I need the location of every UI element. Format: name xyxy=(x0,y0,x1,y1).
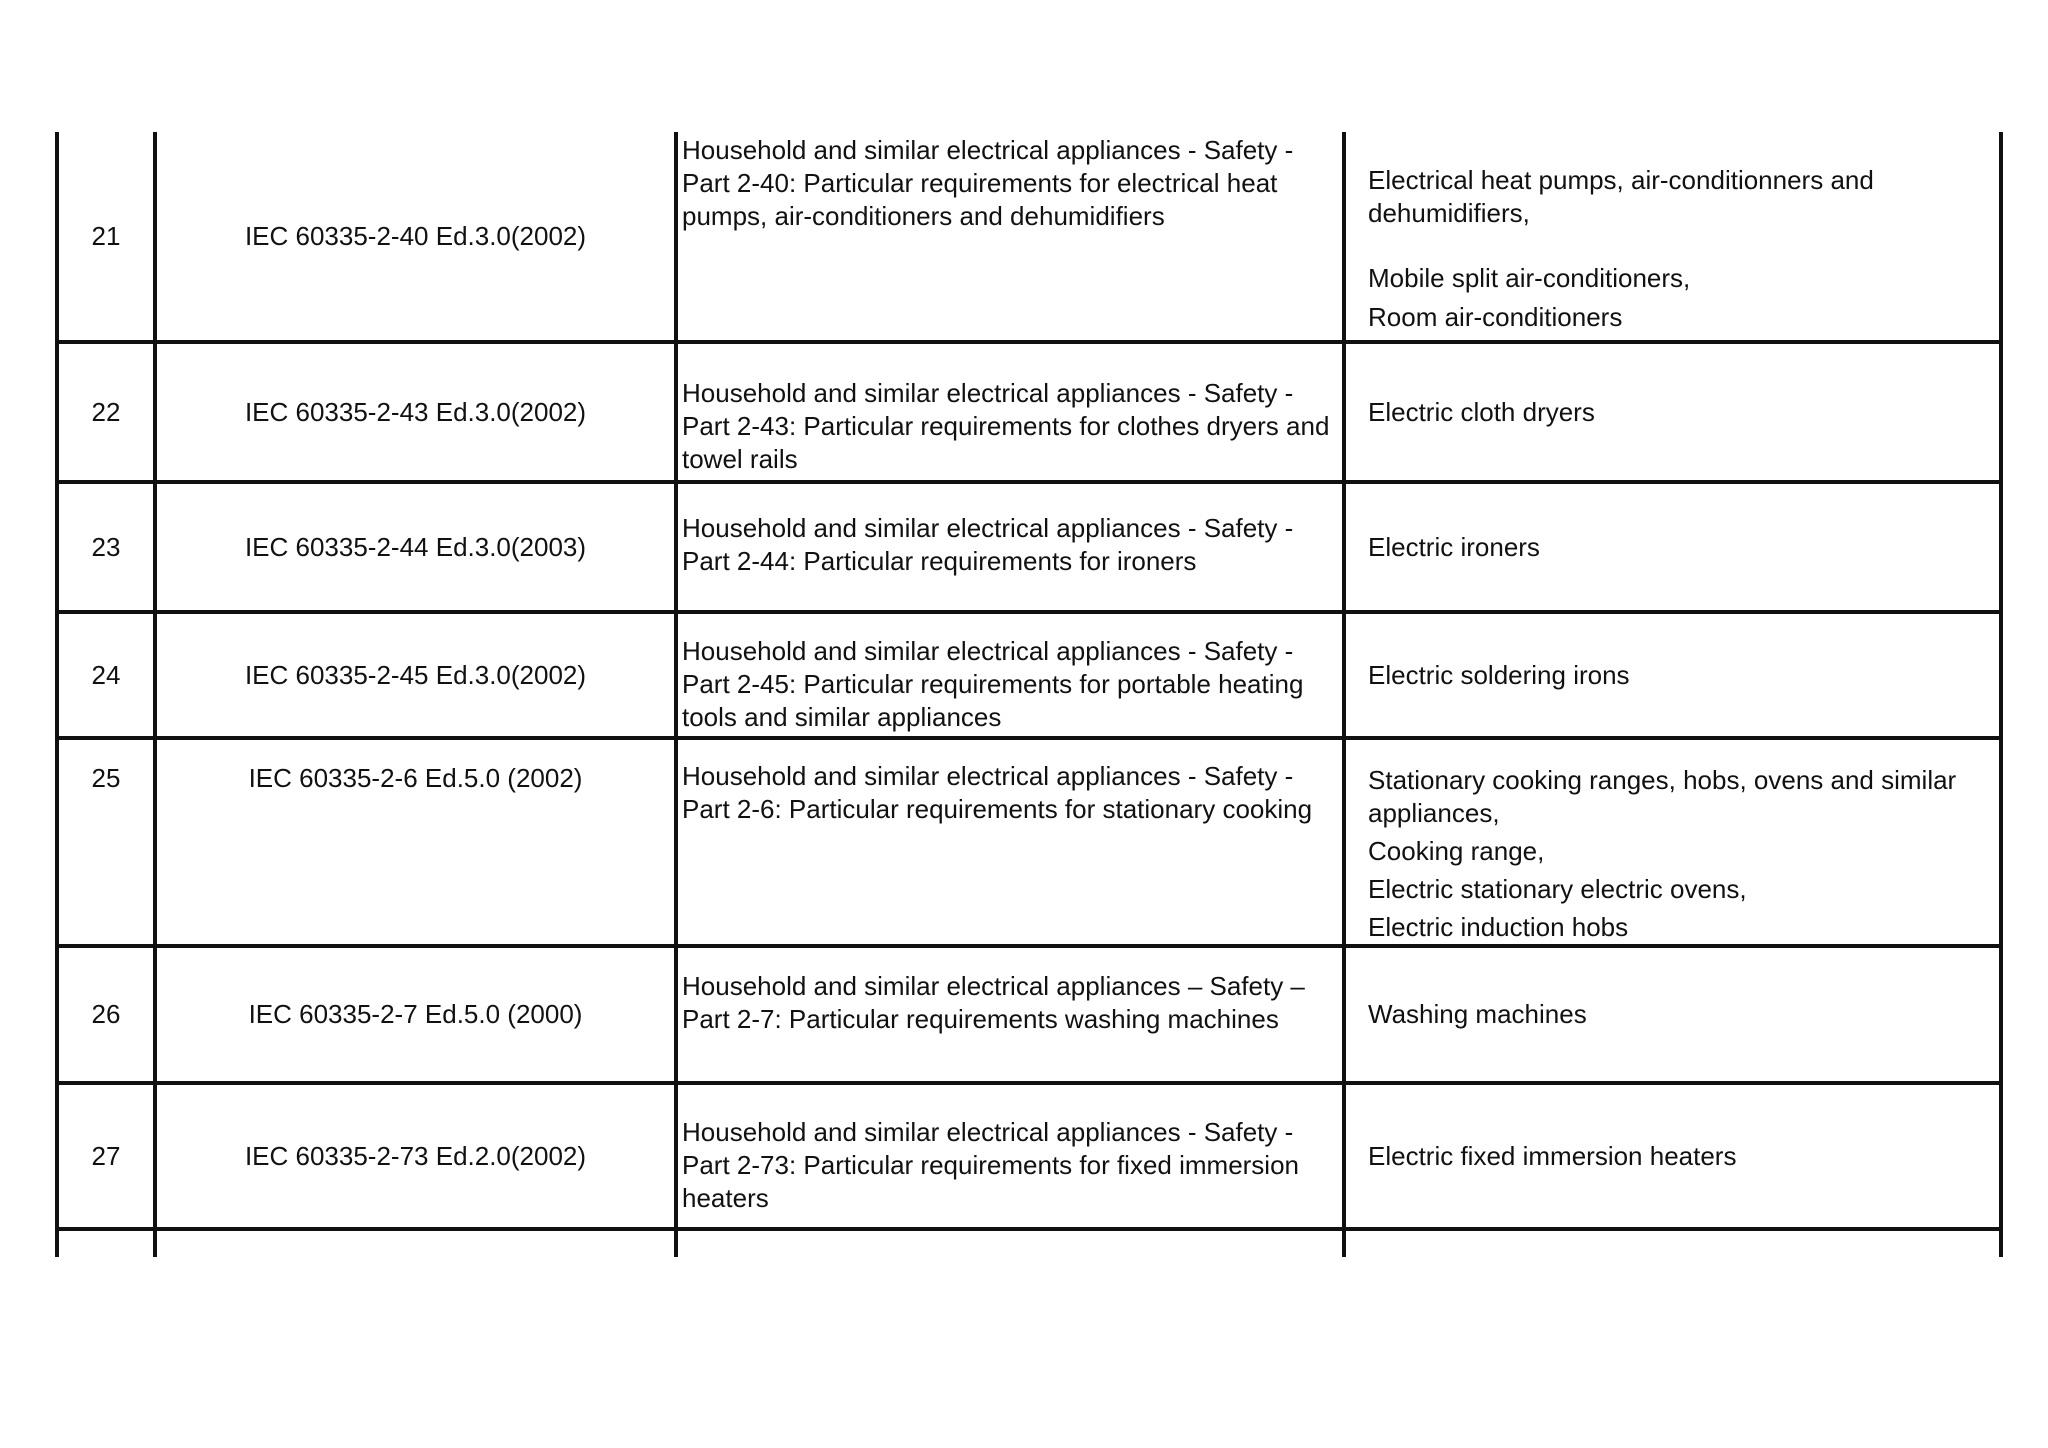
standard-title-text: Household and similar electrical appliances - Safety - Part 2-6: Particular requirements for stationary cooking xyxy=(682,761,1313,824)
standard-reference: IEC 60335-2-6 Ed.5.0 (2002) xyxy=(155,738,676,946)
product-item: Electric ironers xyxy=(1368,531,1540,562)
row-number: 25 xyxy=(57,738,155,946)
product-item: Mobile split air-conditioners, xyxy=(1368,263,1691,293)
product-list xyxy=(1344,612,2001,738)
row-number: 21 xyxy=(57,132,155,342)
standards-table xyxy=(55,132,2003,1257)
standard-title xyxy=(676,946,1344,1083)
standard-title xyxy=(676,482,1344,612)
product-item: Cooking range, xyxy=(1368,836,1545,866)
standard-reference: IEC 60335-2-45 Ed.3.0(2002) xyxy=(155,612,676,738)
product-item: Electric stationary electric ovens, xyxy=(1368,874,1747,904)
table-row xyxy=(57,738,2001,946)
table-row xyxy=(57,946,2001,1083)
product-list xyxy=(1344,738,2001,946)
product-list xyxy=(1344,946,2001,1083)
empty-cell xyxy=(676,1229,1344,1257)
standard-title-text: Household and similar electrical appliances - Safety - Part 2-73: Particular requirements for fixed immersion heaters xyxy=(682,1117,1300,1213)
table-row xyxy=(57,612,2001,738)
product-list xyxy=(1344,482,2001,612)
row-number: 27 xyxy=(57,1083,155,1229)
product-list xyxy=(1344,1083,2001,1229)
table-row xyxy=(57,1083,2001,1229)
table-row xyxy=(57,342,2001,482)
product-item: Electric induction hobs xyxy=(1368,912,1629,942)
empty-cell xyxy=(155,1229,676,1257)
standard-title xyxy=(676,612,1344,738)
empty-cell xyxy=(1344,1229,2001,1257)
standard-title-text: Household and similar electrical appliances - Safety - Part 2-40: Particular requirements for electrical heat pumps, air-conditioners and dehumidifiers xyxy=(682,135,1294,231)
standard-reference: IEC 60335-2-73 Ed.2.0(2002) xyxy=(155,1083,676,1229)
product-item: Electric soldering irons xyxy=(1368,659,1630,690)
standard-title xyxy=(676,132,1344,342)
standard-title xyxy=(676,1083,1344,1229)
standard-reference: IEC 60335-2-7 Ed.5.0 (2000) xyxy=(155,946,676,1083)
row-number: 24 xyxy=(57,612,155,738)
standard-title-text: Household and similar electrical appliances - Safety - Part 2-45: Particular requirements for portable heating tools and similar appliances xyxy=(682,636,1304,732)
product-item: Washing machines xyxy=(1368,999,1587,1029)
standard-title xyxy=(676,342,1344,482)
product-item: Room air-conditioners xyxy=(1368,302,1623,332)
standard-title-text: Household and similar electrical appliances - Safety - Part 2-44: Particular requirements for ironers xyxy=(682,513,1294,576)
standard-title xyxy=(676,738,1344,946)
standard-reference: IEC 60335-2-40 Ed.3.0(2002) xyxy=(155,132,676,342)
table-row xyxy=(57,132,2001,342)
product-list xyxy=(1344,132,2001,342)
standard-title-text: Household and similar electrical appliances - Safety - Part 2-43: Particular requirements for clothes dryers and towel rails xyxy=(682,378,1330,474)
standard-reference: IEC 60335-2-43 Ed.3.0(2002) xyxy=(155,342,676,482)
table-row xyxy=(57,482,2001,612)
standard-title-text: Household and similar electrical appliances – Safety – Part 2-7: Particular requirements washing machines xyxy=(682,971,1305,1034)
product-item: Electric fixed immersion heaters xyxy=(1368,1140,1737,1171)
row-number: 26 xyxy=(57,946,155,1083)
row-number: 23 xyxy=(57,482,155,612)
empty-cell xyxy=(57,1229,155,1257)
row-number: 22 xyxy=(57,342,155,482)
table-row-continuation xyxy=(57,1229,2001,1257)
standard-reference: IEC 60335-2-44 Ed.3.0(2003) xyxy=(155,482,676,612)
product-item: Stationary cooking ranges, hobs, ovens and similar appliances, xyxy=(1368,765,1957,828)
product-item: Electrical heat pumps, air-conditionners and dehumidifiers, xyxy=(1368,165,1874,228)
product-item: Electric cloth dryers xyxy=(1368,396,1595,427)
product-list xyxy=(1344,342,2001,482)
